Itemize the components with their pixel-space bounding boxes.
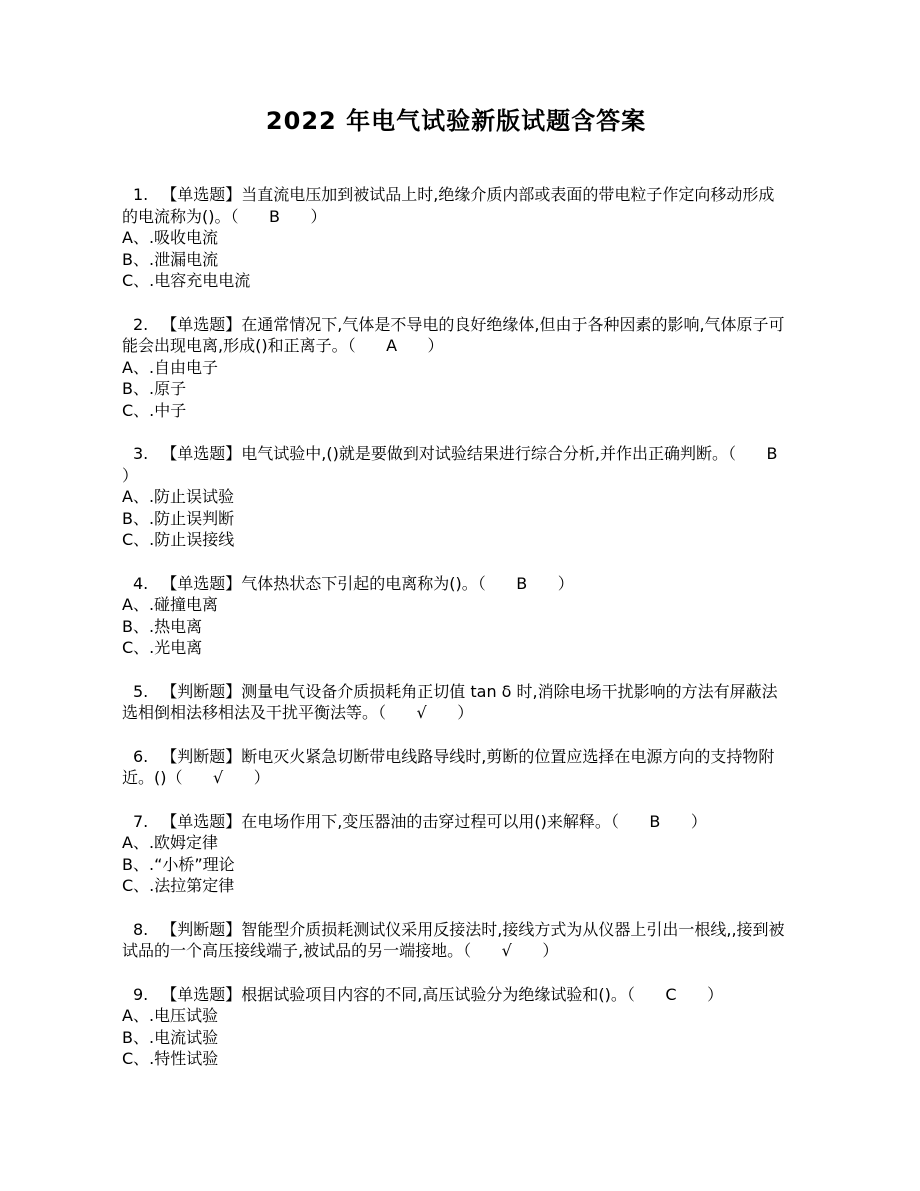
question-number: 9. [133,984,149,1004]
option-line: B、.防止误判断 [122,508,235,528]
question-type: 【单选题】 [161,185,242,204]
question-text [122,984,790,1006]
question-answer: （ A ） [347,336,444,355]
question-number: 6. [133,746,149,766]
option-line: B、.泄漏电流 [122,249,219,269]
question-block-6 [122,746,790,789]
question-block-4 [122,573,790,659]
question-text [122,746,790,789]
page-title: 2022 年电气试验新版试题含答案 [265,107,647,135]
question-type: 【单选题】 [161,811,242,831]
question-answer: （ B ） [122,444,808,485]
question-type: 【判断题】 [161,919,242,939]
question-block-8 [122,919,790,962]
question-block-7 [122,811,790,897]
question-type: 【单选题】 [161,984,242,1004]
question-block-2 [122,314,790,422]
question-block-5 [122,681,790,724]
question-text [122,811,790,833]
question-block-1 [122,184,790,292]
question-number: 2. [133,314,149,334]
option-line: C、.特性试验 [122,1049,219,1068]
question-block-9 [122,984,790,1070]
question-number: 3. [133,444,149,463]
question-text [122,184,790,227]
question-number: 4. [133,573,149,593]
question-number: 8. [133,919,149,939]
question-answer: （ √ ） [166,768,270,787]
option-line: C、.防止误接线 [122,530,235,549]
option-line: C、.光电离 [122,638,203,657]
question-type: 【判断题】 [161,746,242,766]
option-line: C、.电容充电电流 [122,271,251,290]
question-answer: （ B ） [477,573,574,593]
question-stem: 在电场作用下,变压器油的击穿过程可以用()来解释。 [241,811,611,831]
question-stem: 当直流电压加到被试品上时,绝缘介质内部或表面的带电粒子作定向移动形成的电流称为()。 [122,185,775,226]
option-line: B、.电流试验 [122,1027,219,1047]
option-line: A、.吸收电流 [122,228,219,247]
question-text [122,443,808,486]
question-answer: （ C ） [626,984,724,1004]
question-answer: （ B ） [230,206,327,226]
question-text [122,681,790,724]
question-number: 7. [133,811,149,831]
question-type: 【单选题】 [161,314,242,334]
option-line: B、.热电离 [122,616,203,636]
question-stem: 在通常情况下,气体是不导电的良好绝缘体,但由于各种因素的影响,气体原子可能会出现电离,形成()和正离子。 [122,314,785,355]
option-line: B、.原子 [122,379,187,398]
option-line: A、.自由电子 [122,357,219,377]
question-stem: 测量电气设备介质损耗角正切值 tan δ 时,消除电场干扰影响的方法有屏蔽法选相倒相法移相法及干扰平衡法等。 [122,681,778,722]
question-type: 【单选题】 [161,444,242,463]
option-line: C、.法拉第定律 [122,876,235,895]
question-type: 【单选题】 [161,573,242,593]
question-answer: （ √ ） [378,703,474,722]
question-text [122,919,790,962]
option-line: B、.“小桥”理论 [122,854,235,874]
question-stem: 气体热状态下引起的电离称为()。 [241,573,478,593]
option-line: A、.欧姆定律 [122,833,219,852]
question-stem: 电气试验中,()就是要做到对试验结果进行综合分析,并作出正确判断。 [241,444,728,463]
question-stem: 根据试验项目内容的不同,高压试验分为绝缘试验和()。 [241,984,627,1004]
question-number: 5. [133,681,149,701]
option-line: C、.中子 [122,400,187,420]
question-answer: （ B ） [610,811,707,831]
question-text [122,314,790,357]
question-stem: 智能型介质损耗测试仪采用反接法时,接线方式为从仪器上引出一根线,,接到被试品的一个高压接线端子,被试品的另一端接地。 [122,919,785,960]
question-answer: （ √ ） [463,941,559,960]
question-type: 【判断题】 [161,681,242,701]
question-number: 1. [133,185,149,204]
option-line: A、.电压试验 [122,1006,219,1025]
question-stem: 断电灭火紧急切断带电线路导线时,剪断的位置应选择在电源方向的支持物附近。() [122,746,775,787]
question-block-3 [122,443,808,551]
option-line: A、.防止误试验 [122,487,235,506]
option-line: A、.碰撞电离 [122,595,219,614]
question-text [122,573,790,595]
